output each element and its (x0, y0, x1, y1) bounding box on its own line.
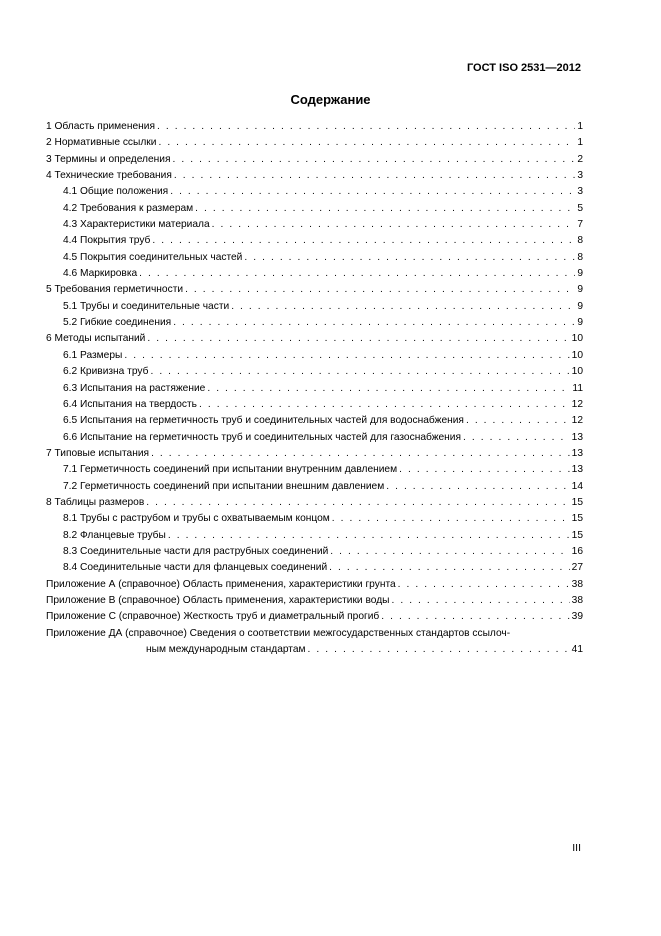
toc-label: Приложение ДА (справочное) Сведения о соответствии межгосударственных стандартов ссылоч- (46, 627, 511, 639)
toc-entry[interactable] (46, 593, 583, 609)
toc-entry[interactable] (46, 282, 583, 298)
toc-leader (332, 511, 570, 527)
toc-entry[interactable] (46, 184, 583, 200)
toc-entry[interactable] (46, 299, 583, 315)
toc-leader (146, 495, 569, 511)
toc-label: 7 Типовые испытания (46, 447, 150, 459)
toc-label: 6.5 Испытания на герметичность труб и соединительных частей для водоснабжения (63, 415, 464, 427)
toc-page: 39 (571, 611, 583, 623)
toc-label: 7.2 Герметичность соединений при испытании внешним давлением (63, 480, 385, 492)
toc-entry[interactable] (46, 233, 583, 249)
page-number: III (572, 842, 581, 854)
toc-page: 8 (577, 251, 583, 263)
toc-leader (207, 381, 570, 397)
toc-leader (152, 233, 575, 249)
toc-leader (185, 282, 575, 298)
toc-entry[interactable] (46, 544, 583, 560)
toc-page: 1 (577, 137, 583, 149)
toc-entry[interactable] (46, 381, 583, 397)
toc-label: 8.3 Соединительные части для раструбных соединений (63, 545, 329, 557)
toc-entry[interactable] (46, 609, 583, 625)
toc-leader (139, 266, 575, 282)
toc-page: 2 (577, 153, 583, 165)
toc-entry[interactable] (46, 430, 583, 446)
toc-entry[interactable] (46, 135, 583, 151)
toc-label: 6 Методы испытаний (46, 333, 146, 345)
toc-entry[interactable] (46, 626, 583, 642)
toc-page: 14 (571, 480, 583, 492)
toc-entry[interactable] (46, 577, 583, 593)
toc-page: 5 (577, 202, 583, 214)
toc-page: 9 (577, 284, 583, 296)
toc-label: Приложение С (справочное) Жесткость труб и диаметральный прогиб (46, 611, 380, 623)
toc-leader (124, 348, 569, 364)
toc-label: 4.1 Общие положения (63, 186, 169, 198)
toc-leader (195, 201, 575, 217)
toc-leader (174, 168, 575, 184)
toc-entry-continuation[interactable] (46, 642, 583, 658)
toc-entry[interactable] (46, 201, 583, 217)
toc-leader (170, 184, 575, 200)
toc-entry[interactable] (46, 315, 583, 331)
toc-label: 6.3 Испытания на растяжение (63, 382, 206, 394)
toc-leader (399, 462, 570, 478)
toc-page: 9 (577, 268, 583, 280)
toc-entry[interactable] (46, 250, 583, 266)
toc-entry[interactable] (46, 119, 583, 135)
toc-page: 27 (571, 562, 583, 574)
toc-label: 5.1 Трубы и соединительные части (63, 300, 230, 312)
toc-page: 12 (571, 415, 583, 427)
document-code: ГОСТ ISO 2531—2012 (466, 62, 581, 74)
toc-label: 6.4 Испытания на твердость (63, 398, 197, 410)
toc-label: 3 Термины и определения (46, 153, 171, 165)
toc-page: 7 (577, 219, 583, 231)
toc-page: 12 (571, 398, 583, 410)
toc-entry[interactable] (46, 462, 583, 478)
toc-label: 4.3 Характеристики материала (63, 219, 210, 231)
toc-leader (147, 331, 569, 347)
toc-entry[interactable] (46, 331, 583, 347)
toc-leader (158, 135, 575, 151)
toc-page: 15 (571, 513, 583, 525)
toc-leader (199, 397, 570, 413)
toc-label: 4 Технические требования (46, 170, 172, 182)
toc-label: 4.2 Требования к размерам (63, 202, 194, 214)
toc-leader (308, 642, 570, 658)
toc-page: 15 (571, 529, 583, 541)
toc-page: 10 (571, 349, 583, 361)
toc-page: 13 (571, 447, 583, 459)
toc-leader (463, 430, 570, 446)
toc-label: 4.6 Маркировка (63, 268, 138, 280)
toc-leader (172, 152, 575, 168)
toc-page: 11 (572, 382, 583, 394)
toc-label: 4.4 Покрытия труб (63, 235, 151, 247)
toc-page: 41 (571, 644, 583, 655)
toc-leader (398, 577, 570, 593)
toc-entry[interactable] (46, 560, 583, 576)
toc-leader (212, 217, 576, 233)
toc-page: 13 (571, 431, 583, 443)
toc-leader (391, 593, 569, 609)
toc-entry[interactable] (46, 511, 583, 527)
toc-entry[interactable] (46, 413, 583, 429)
toc-entry[interactable] (46, 266, 583, 282)
toc-label: 4.5 Покрытия соединительных частей (63, 251, 243, 263)
toc-page: 16 (571, 545, 583, 557)
toc-entry[interactable] (46, 495, 583, 511)
toc-entry[interactable] (46, 397, 583, 413)
toc-leader (381, 609, 569, 625)
toc-page: 15 (571, 496, 583, 508)
toc-page: 10 (571, 366, 583, 378)
toc-entry[interactable] (46, 168, 583, 184)
toc-page: 13 (571, 464, 583, 476)
toc-entry[interactable] (46, 152, 583, 168)
page-title: Содержание (290, 92, 371, 107)
toc-leader (244, 250, 575, 266)
toc-page: 38 (571, 594, 583, 606)
toc-label: Приложение В (справочное) Область применения, характеристики воды (46, 594, 390, 606)
toc-leader (329, 560, 569, 576)
toc-entry[interactable] (46, 364, 583, 380)
toc-leader (157, 119, 575, 135)
toc-label: 6.1 Размеры (63, 349, 123, 361)
toc-label: 8.1 Трубы с раструбом и трубы с охватываемым концом (63, 513, 330, 525)
toc-label: Приложение А (справочное) Область применения, характеристики грунта (46, 578, 396, 590)
toc-label: 8 Таблицы размеров (46, 496, 145, 508)
toc-page: 1 (577, 121, 583, 132)
toc-label: 6.6 Испытание на герметичность труб и соединительных частей для газоснабжения (63, 431, 462, 443)
toc-leader (231, 299, 575, 315)
toc-leader (173, 315, 575, 331)
toc-label: 8.2 Фланцевые трубы (63, 529, 166, 541)
toc-label: 5.2 Гибкие соединения (63, 317, 172, 329)
toc-page: 10 (571, 333, 583, 345)
toc-leader (330, 544, 569, 560)
toc-leader (151, 446, 570, 462)
toc-label: ным международным стандартам (146, 644, 306, 655)
toc-entry[interactable] (46, 479, 583, 495)
toc-page: 8 (577, 235, 583, 247)
toc-entry[interactable] (46, 528, 583, 544)
toc-leader (168, 528, 570, 544)
table-of-contents (46, 119, 583, 658)
toc-label: 8.4 Соединительные части для фланцевых соединений (63, 562, 328, 574)
toc-label: 2 Нормативные ссылки (46, 137, 157, 149)
toc-label: 6.2 Кривизна труб (63, 366, 149, 378)
toc-entry[interactable] (46, 217, 583, 233)
toc-leader (386, 479, 569, 495)
toc-page: 3 (577, 186, 583, 198)
toc-page: 38 (571, 578, 583, 590)
toc-label: 1 Область применения (46, 121, 155, 132)
toc-leader (466, 413, 570, 429)
toc-leader (150, 364, 569, 380)
toc-label: 5 Требования герметичности (46, 284, 184, 296)
toc-entry[interactable] (46, 348, 583, 364)
toc-page: 9 (577, 317, 583, 329)
toc-page: 9 (577, 300, 583, 312)
toc-label: 7.1 Герметичность соединений при испытании внутренним давлением (63, 464, 398, 476)
toc-page: 3 (577, 170, 583, 182)
toc-entry[interactable] (46, 446, 583, 462)
